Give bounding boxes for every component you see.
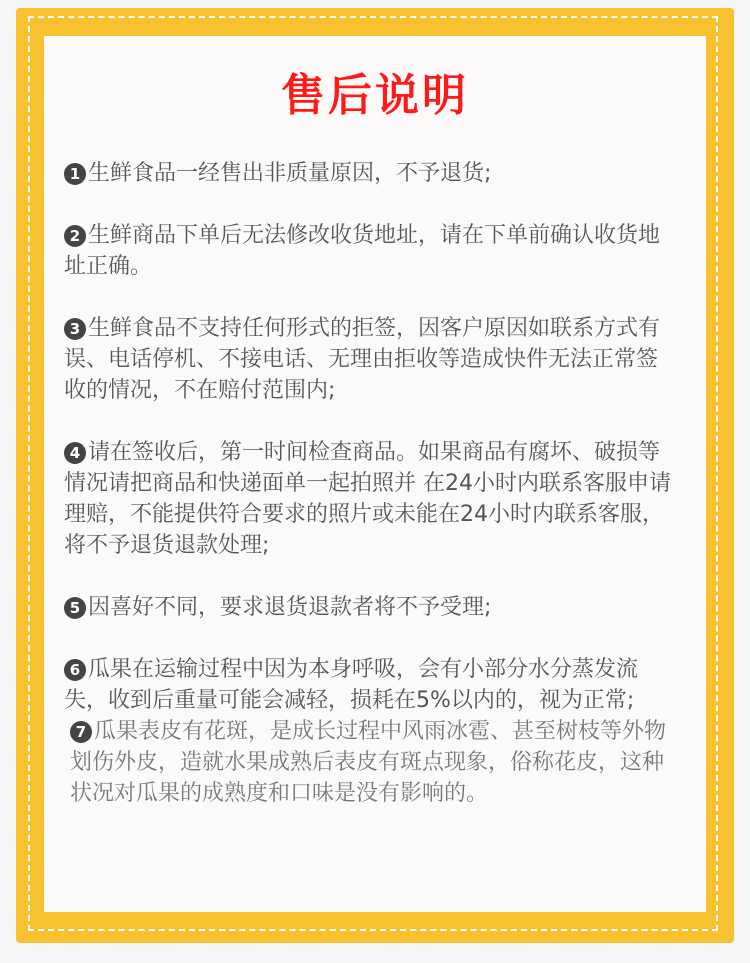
policy-item-6 bbox=[64, 654, 678, 716]
policy-text-1: 生鲜食品一经售出非质量原因，不予退货; bbox=[88, 161, 492, 186]
number-badge-4: 4 bbox=[64, 442, 86, 464]
policy-text-4: 请在签收后，第一时间检查商品。如果商品有腐坏、破损等情况请把商品和快递面单一起拍照并 在24小时内联系客服申请理赔，不能提供符合要求的照片或未能在24小时内联系客服，将不予退货退款处理; bbox=[64, 440, 671, 558]
policy-text-7: 瓜果表皮有花斑，是成长过程中风雨冰雹、甚至树枝等外物划伤外皮，造就水果成熟后表皮有斑点现象，俗称花皮，这种状况对瓜果的成熟度和口味是没有影响的。 bbox=[70, 719, 667, 806]
policy-item-4 bbox=[64, 437, 678, 561]
policy-item-2 bbox=[64, 220, 678, 282]
policy-item-5 bbox=[64, 592, 678, 623]
number-badge-3: 3 bbox=[64, 318, 86, 340]
policy-text-5: 因喜好不同，要求退货退款者将不予受理; bbox=[88, 595, 492, 620]
number-badge-7: 7 bbox=[70, 721, 92, 743]
policy-text-6: 瓜果在运输过程中因为本身呼吸，会有小部分水分蒸发流失，收到后重量可能会减轻，损耗在5%以内的，视为正常; bbox=[64, 657, 639, 713]
number-badge-6: 6 bbox=[64, 659, 86, 681]
policy-item-1 bbox=[64, 158, 678, 189]
policy-text-3: 生鲜食品不支持任何形式的拒签，因客户原因如联系方式有误、电话停机、不接电话、无理由拒收等造成快件无法正常签收的情况，不在赔付范围内; bbox=[64, 316, 661, 403]
page-title: 售后说明 bbox=[281, 70, 469, 121]
number-badge-1: 1 bbox=[64, 163, 86, 185]
policy-item-3 bbox=[64, 313, 678, 406]
policy-item-7 bbox=[64, 716, 678, 809]
number-badge-2: 2 bbox=[64, 225, 86, 247]
policy-list bbox=[64, 158, 678, 809]
number-badge-5: 5 bbox=[64, 597, 86, 619]
policy-text-2: 生鲜商品下单后无法修改收货地址，请在下单前确认收货地址正确。 bbox=[64, 223, 661, 279]
